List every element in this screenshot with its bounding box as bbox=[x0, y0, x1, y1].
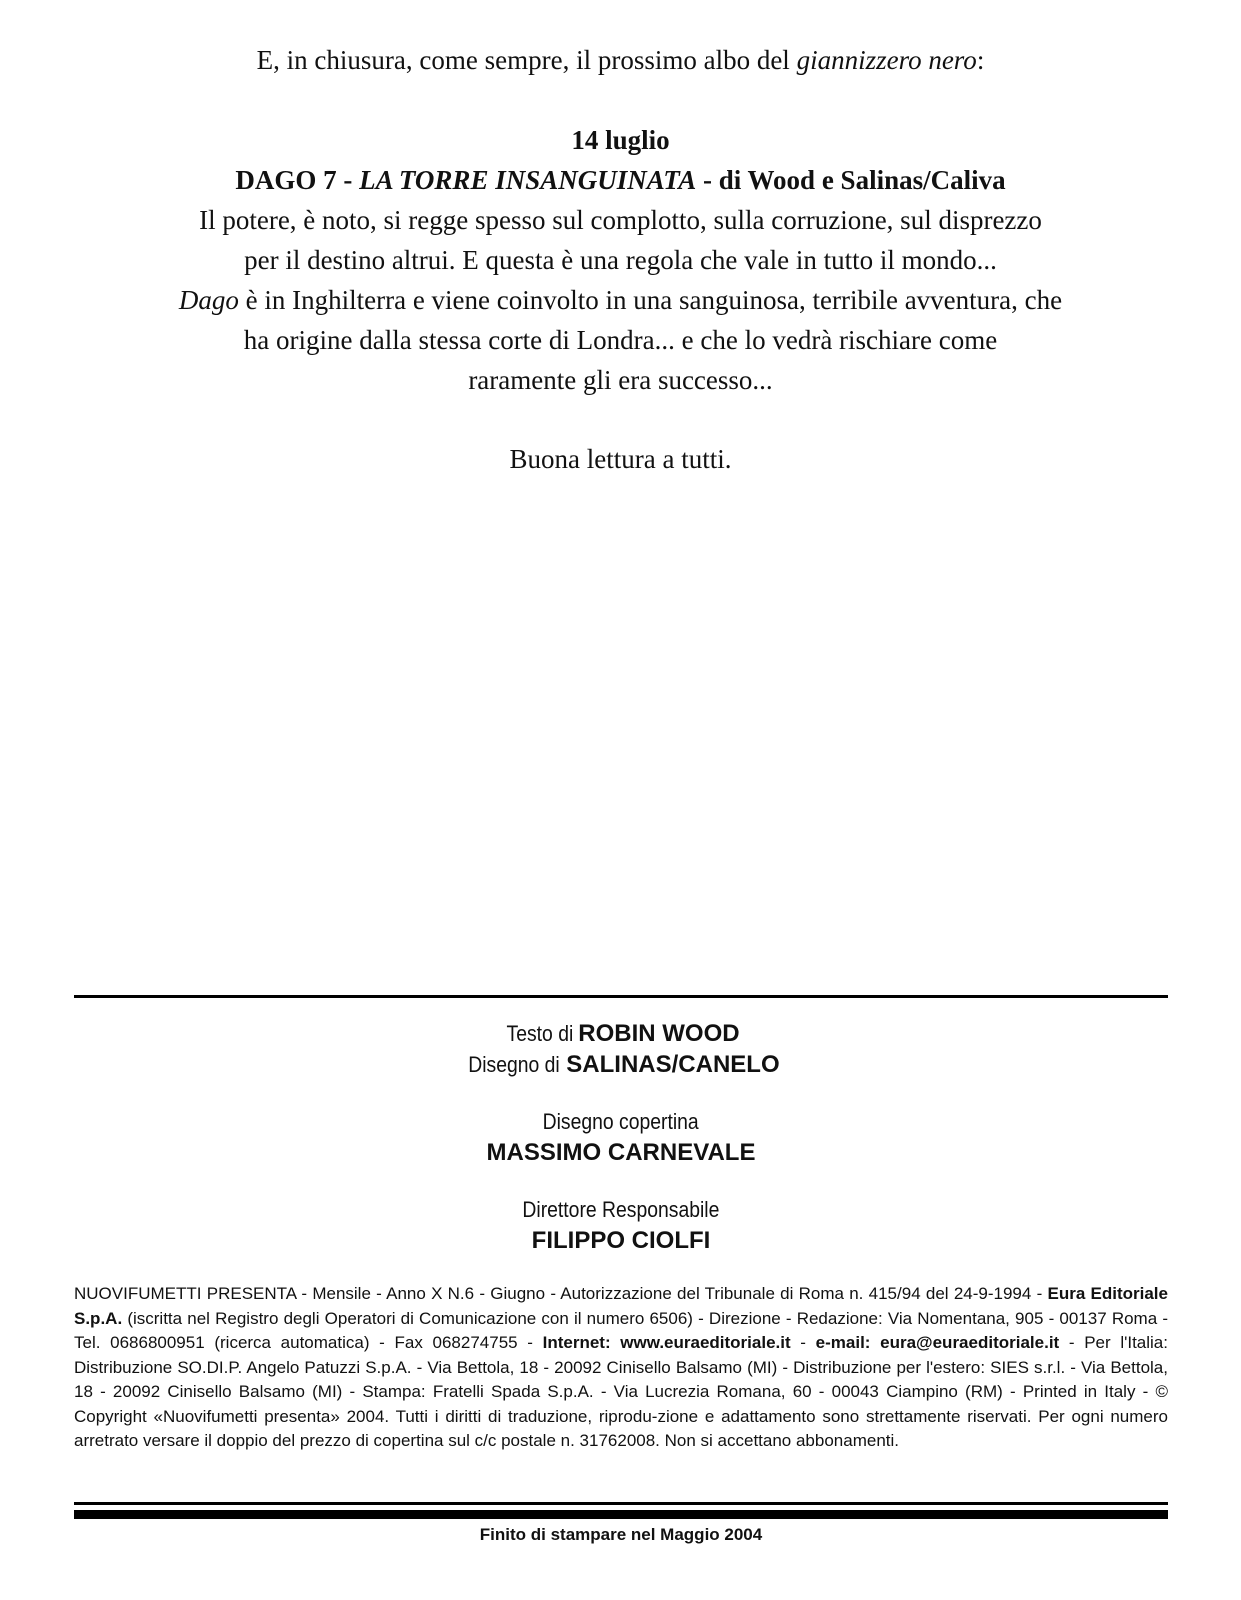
divider-top bbox=[74, 995, 1168, 998]
description-line-4: ha origine dalla stessa corte di Londra... e che lo vedrà rischiare come bbox=[243, 325, 998, 355]
title-suffix: - di Wood e Salinas/Caliva bbox=[696, 165, 1006, 195]
description-line-3-rest: è in Inghilterra e viene coinvolto in una sanguinosa, terribile avventura, che bbox=[238, 285, 1063, 315]
credit-cover-label-line bbox=[74, 1106, 1168, 1137]
legal-part-1: NUOVIFUMETTI PRESENTA - Mensile - Anno X N.6 - Giugno - Autorizzazione del Tribunale di Roma n. 415/94 del 24-9-1994 - bbox=[74, 1284, 1048, 1303]
description-line-3 bbox=[60, 280, 1181, 320]
next-issue-date: 14 luglio bbox=[571, 125, 670, 155]
intro-text: E, in chiusura, come sempre, il prossimo albo del bbox=[256, 45, 797, 75]
legal-part-4: - Per l'Italia: Distribuzione SO.DI.P. Angelo Patuzzi S.p.A. - Via Bettola, 18 - 20092 Cinisello Balsamo (MI) - Distribuzione per l'estero: SIES s.r.l. - Via Bettola, 18 - 20092 Cinisello Balsamo (MI) - Stampa: Fratelli Spada S.p.A. - Via Lucrezia Romana, 60 - 00043 Ciampino (RM) - Printed in Italy - © Copyright «Nuovifumetti presenta» 2004. Tutti i diritti di traduzione, riprodu-zione e adattamento sono strettamente riservati. Per ogni numero arretrato versare il doppio del prezzo di copertina sul c/c postale n. 31762008. Non si accettano abbonamenti. bbox=[74, 1333, 1168, 1450]
legal-notice bbox=[74, 1282, 1168, 1454]
legal-part-3: - bbox=[790, 1333, 816, 1352]
title-italic: LA TORRE INSANGUINATA bbox=[359, 165, 697, 195]
credit-cover-name: MASSIMO CARNEVALE bbox=[486, 1139, 756, 1166]
credit-director-label: Direttore Responsabile bbox=[522, 1197, 720, 1222]
publisher-name: Eura Editoriale S.p.A. bbox=[74, 1284, 1168, 1328]
title-prefix: DAGO 7 - bbox=[235, 165, 360, 195]
credit-art-name: SALINAS/CANELO bbox=[566, 1051, 780, 1078]
divider-bottom-thin bbox=[74, 1502, 1168, 1505]
credits-section bbox=[74, 1018, 1168, 1256]
credit-director-name: FILIPPO CIOLFI bbox=[531, 1227, 711, 1254]
legal-part-2: (iscritta nel Registro degli Operatori di Comunicazione con il numero 6506) - Direzione - Redazione: Via Nomentana, 905 - 00137 Roma - Tel. 0686800951 (ricerca automatica) - Fax 068274755 - bbox=[74, 1308, 1168, 1352]
credit-cover-label: Disegno copertina bbox=[542, 1109, 700, 1134]
next-issue-title bbox=[60, 160, 1181, 200]
intro-italic-text: giannizzero nero bbox=[796, 45, 977, 75]
description-line-2: per il destino altrui. E questa è una regola che vale in tutto il mondo... bbox=[244, 245, 997, 275]
description-line-1: Il potere, è noto, si regge spesso sul complotto, sulla corruzione, sul disprezzo bbox=[199, 205, 1042, 235]
credit-text bbox=[74, 1018, 1168, 1049]
divider-bottom-thick bbox=[74, 1510, 1168, 1519]
internet-address: Internet: www.euraeditoriale.it bbox=[542, 1333, 791, 1352]
credit-director-label-line bbox=[74, 1194, 1168, 1225]
closing-line: Buona lettura a tutti. bbox=[509, 444, 732, 474]
dago-italic: Dago bbox=[178, 285, 239, 315]
credit-art-label: Disegno di bbox=[468, 1052, 561, 1077]
printed-date: Finito di stampare nel Maggio 2004 bbox=[479, 1525, 763, 1544]
announcement-section bbox=[60, 40, 1181, 479]
credit-art bbox=[74, 1049, 1168, 1080]
credit-text-name: ROBIN WOOD bbox=[578, 1020, 740, 1047]
credit-text-label: Testo di bbox=[506, 1021, 574, 1046]
intro-line bbox=[60, 40, 1181, 80]
intro-colon: : bbox=[976, 45, 985, 75]
email-address: e-mail: eura@euraeditoriale.it bbox=[815, 1333, 1060, 1352]
description-line-5: raramente gli era successo... bbox=[468, 365, 773, 395]
